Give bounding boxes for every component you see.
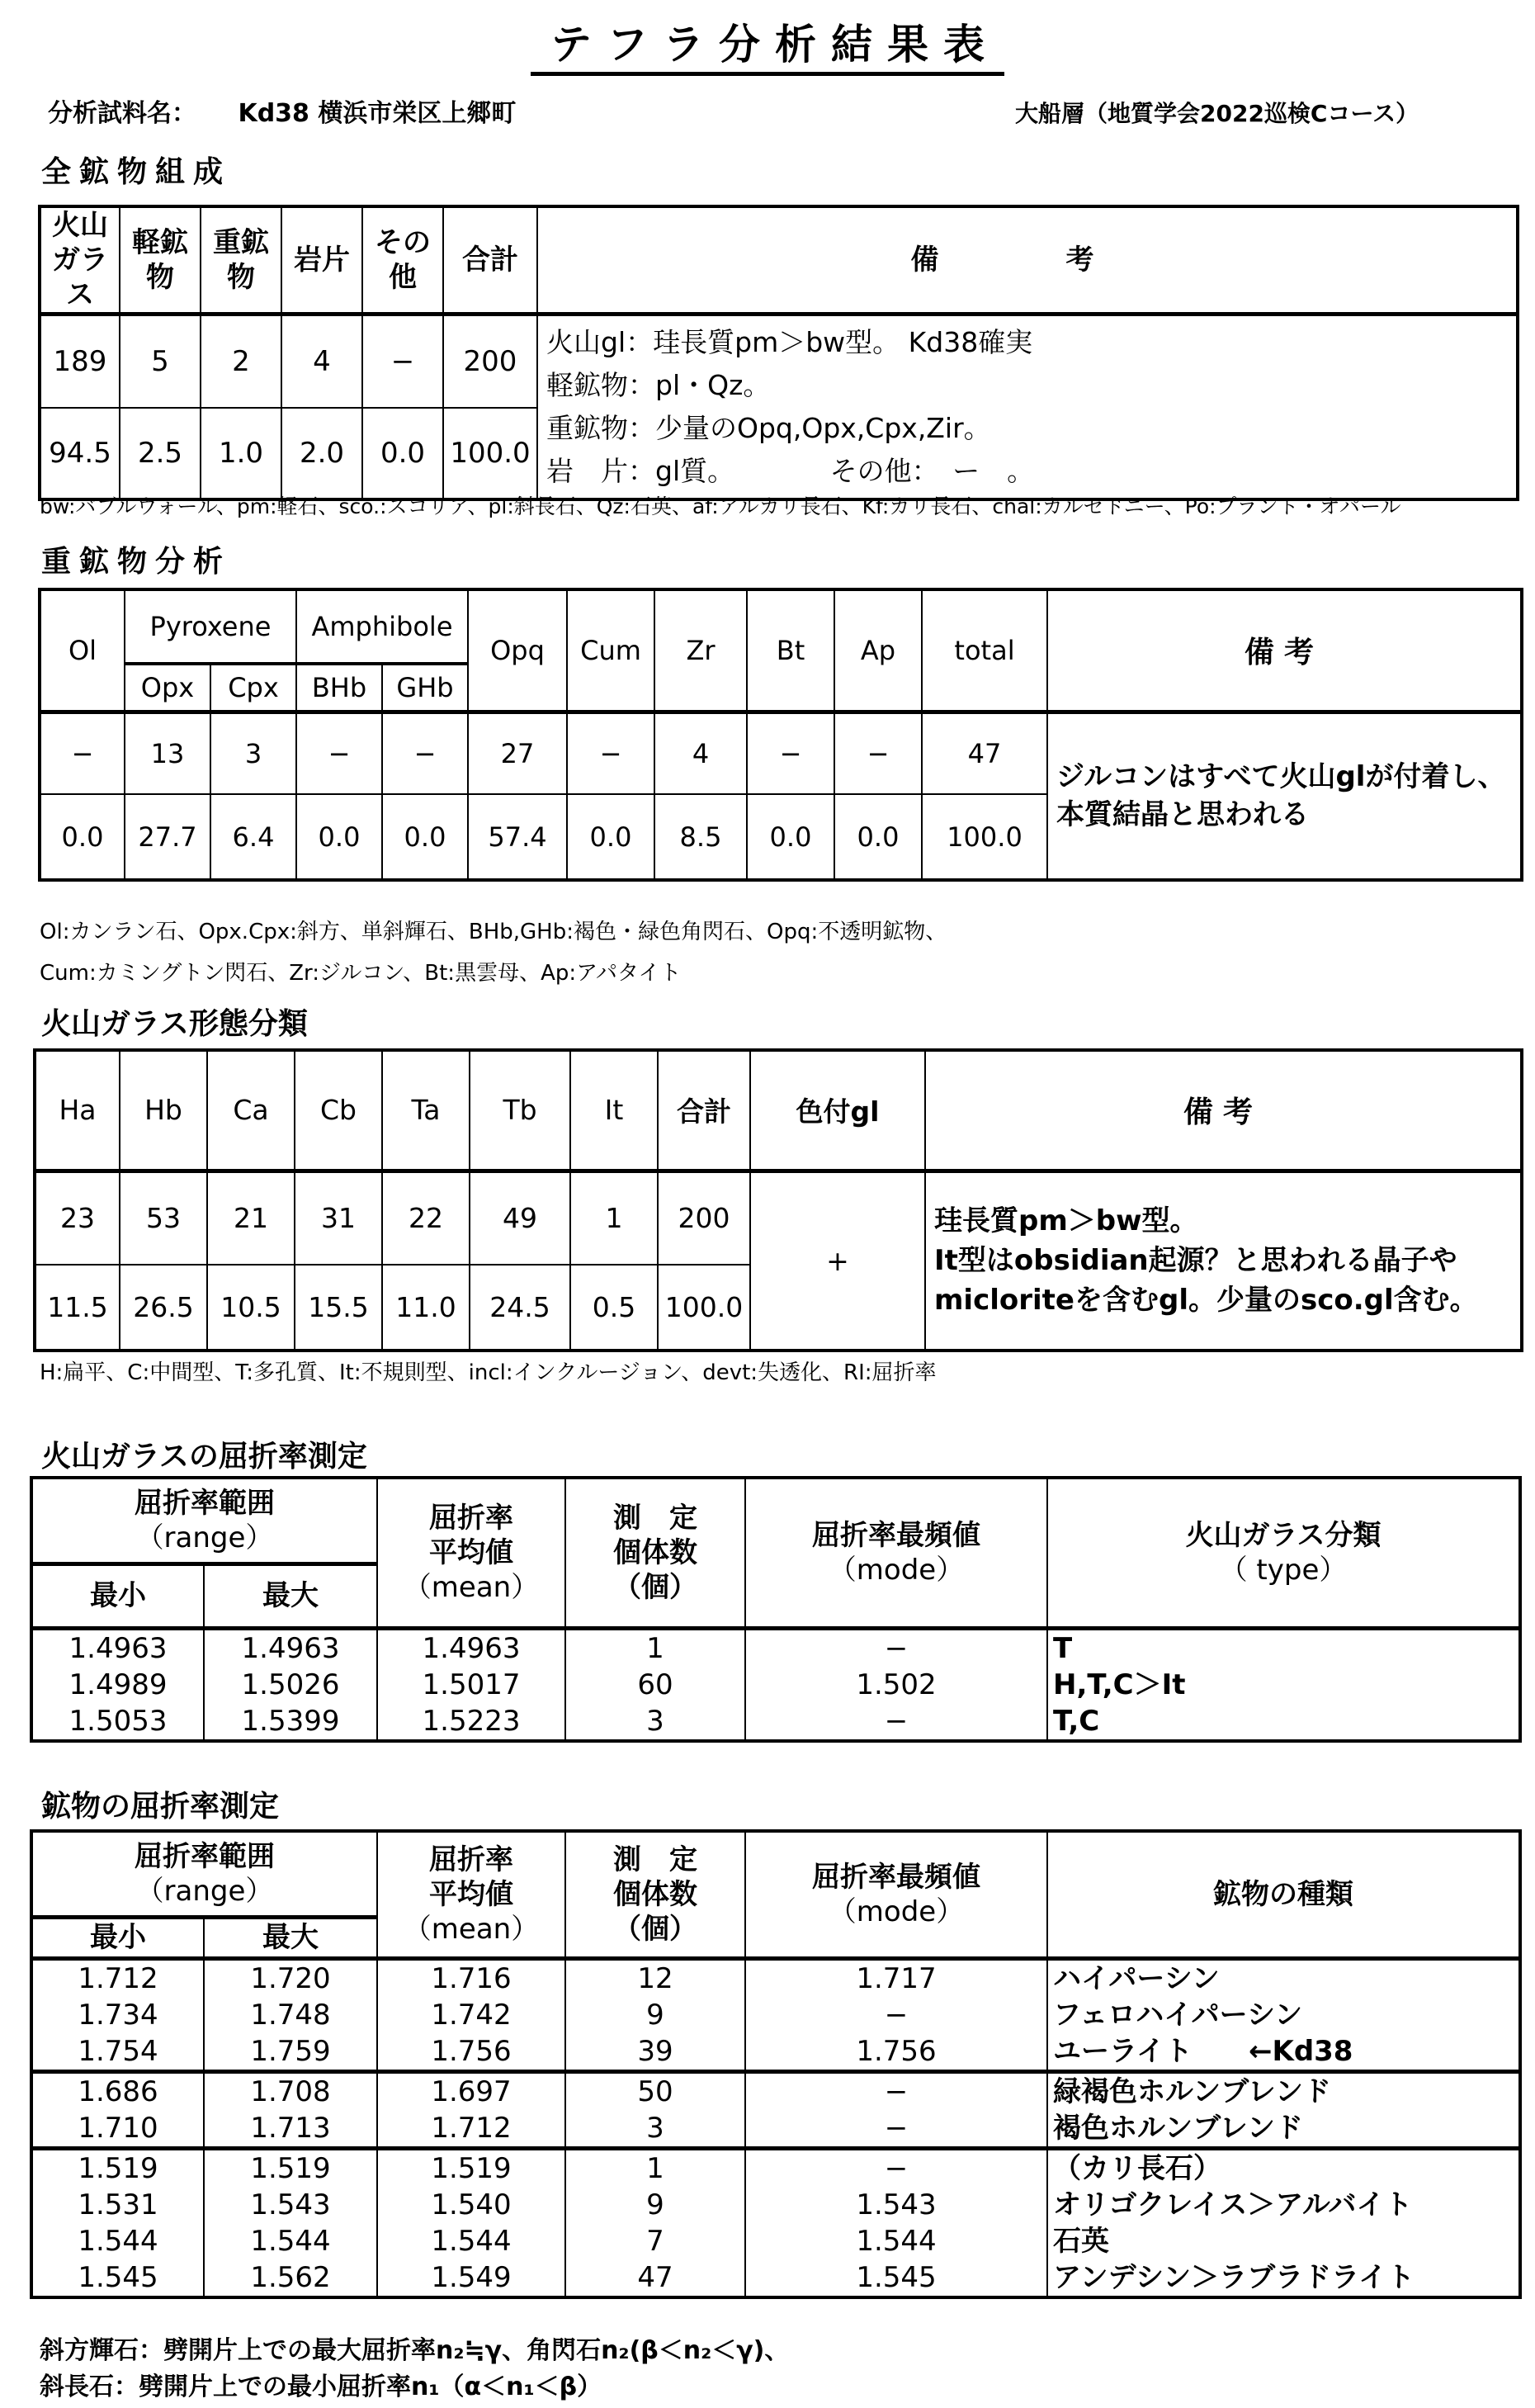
- remark-line: micloriteを含むgl。少量のsco.gl含む。: [934, 1284, 1478, 1318]
- header-mode-en: （mode）: [828, 1553, 965, 1587]
- cell-n: 47: [565, 2259, 745, 2297]
- cell-max: 1.4963: [204, 1628, 377, 1667]
- remark-line: 岩 片：gl質。 その他： ー 。: [546, 455, 1035, 487]
- table-row: [31, 2259, 1520, 2297]
- cell-n: 7: [565, 2223, 745, 2259]
- cell-type: 緑褐色ホルンブレンド: [1047, 2071, 1520, 2110]
- cell-mean: 1.697: [377, 2071, 565, 2110]
- header-mean: [377, 1478, 565, 1628]
- cell: 0.0: [834, 794, 922, 880]
- cell-n: 12: [565, 1958, 745, 1997]
- cell: 22: [382, 1171, 470, 1265]
- header-heavy-mineral: 重鉱物: [201, 206, 281, 315]
- header-remarks: 備考: [1047, 589, 1522, 712]
- header-max: 最大: [204, 1917, 377, 1958]
- cell: 0.0: [567, 794, 654, 880]
- cell-n: 3: [565, 2110, 745, 2149]
- header-hb: Hb: [120, 1050, 207, 1171]
- cell-type: T,C: [1047, 1703, 1520, 1741]
- cell: 13: [125, 712, 210, 794]
- table-row: [40, 712, 1522, 794]
- header-ol: Ol: [40, 589, 125, 712]
- cell-mode: −: [745, 2148, 1047, 2187]
- cell: 0.5: [570, 1265, 658, 1351]
- header-remarks: 備 考: [537, 206, 1518, 315]
- cell-max: 1.519: [204, 2148, 377, 2187]
- cell: 57.4: [468, 794, 567, 880]
- cell-mode: −: [745, 2110, 1047, 2149]
- cell: 100.0: [922, 794, 1047, 880]
- header-count: [565, 1831, 745, 1958]
- cell: 47: [922, 712, 1047, 794]
- cell: 0.0: [747, 794, 834, 880]
- remark-line: It型はobsidian起源？と思われる晶子や: [934, 1244, 1457, 1278]
- cell-n: 3: [565, 1703, 745, 1741]
- cell: −: [382, 712, 468, 794]
- cell-mean: 1.5017: [377, 1667, 565, 1703]
- table-row: [40, 315, 1518, 408]
- header-count-line1: 測 定: [613, 1501, 697, 1535]
- remarks-cell: ジルコンはすべて火山glが付着し、本質結晶と思われる: [1047, 712, 1522, 880]
- cell-max: 1.543: [204, 2187, 377, 2223]
- table-row: [31, 2223, 1520, 2259]
- header-count-line3: （個）: [613, 1912, 697, 1946]
- cell-type: フェロハイパーシン: [1047, 1997, 1520, 2033]
- remark-line: 重鉱物：少量のOpq,Opx,Cpx,Zir。: [546, 412, 991, 444]
- table-row: [31, 2148, 1520, 2187]
- cell-min: 1.712: [31, 1958, 204, 1997]
- cell-mean: 1.540: [377, 2187, 565, 2223]
- cell-mode: −: [745, 1628, 1047, 1667]
- cell: 2.5: [120, 408, 201, 499]
- header-other: その他: [362, 206, 443, 315]
- cell-min: 1.5053: [31, 1703, 204, 1741]
- header-mean-line2: 平均値: [429, 1877, 513, 1911]
- header-type: [1047, 1478, 1520, 1628]
- header-mean: [377, 1831, 565, 1958]
- header-mode: [745, 1478, 1047, 1628]
- cell-mean: 1.4963: [377, 1628, 565, 1667]
- header-opx: Opx: [125, 664, 210, 712]
- page-title: [0, 12, 1535, 71]
- cell-max: 1.748: [204, 1997, 377, 2033]
- cell-mean: 1.519: [377, 2148, 565, 2187]
- header-type: 鉱物の種類: [1047, 1831, 1520, 1958]
- header-mean-line1: 屈折率: [429, 1843, 513, 1876]
- cell: 27.7: [125, 794, 210, 880]
- cell-n: 9: [565, 2187, 745, 2223]
- cell: 0.0: [362, 408, 443, 499]
- header-mode-label: 屈折率最頻値: [812, 1518, 980, 1552]
- cell: 100.0: [443, 408, 537, 499]
- cell: 6.4: [210, 794, 296, 880]
- cell-type: ユーライト ←Kd38: [1047, 2033, 1520, 2072]
- cell-mode: 1.756: [745, 2033, 1047, 2072]
- section-heading-heavy-mineral: 重鉱物分析: [41, 545, 232, 579]
- cell-max: 1.713: [204, 2110, 377, 2149]
- header-count-line2: 個体数: [613, 1877, 697, 1911]
- header-tb: Tb: [470, 1050, 570, 1171]
- sample-label: 分析試料名：: [48, 99, 196, 128]
- cell-type: （カリ長石）: [1047, 2148, 1520, 2187]
- header-zr: Zr: [654, 589, 747, 712]
- cell-mean: 1.712: [377, 2110, 565, 2149]
- cell-n: 1: [565, 1628, 745, 1667]
- cell-mean: 1.716: [377, 1958, 565, 1997]
- cell-n: 9: [565, 1997, 745, 2033]
- cell: 1: [570, 1171, 658, 1265]
- cell-mode: 1.545: [745, 2259, 1047, 2297]
- glass-shape-table: [33, 1048, 1523, 1352]
- header-opq: Opq: [468, 589, 567, 712]
- header-mode-label: 屈折率最頻値: [812, 1860, 980, 1894]
- cell-max: 1.5399: [204, 1703, 377, 1741]
- cell: 8.5: [654, 794, 747, 880]
- section-heading-whole-mineral: 全鉱物組成: [41, 155, 232, 189]
- remarks-cell: [925, 1171, 1522, 1351]
- table-row: [31, 2071, 1520, 2110]
- legend-heavy-mineral-1: Ol:カンラン石、Opx.Cpx:斜方、単斜輝石、BHb,GHb:褐色・緑色角閃石、Opq:不透明鉱物、: [40, 920, 947, 944]
- remark-line: 火山gl：珪長質pm＞bw型。 Kd38確実: [546, 326, 1033, 358]
- cell-min: 1.734: [31, 1997, 204, 2033]
- header-amphibole: Amphibole: [296, 589, 468, 664]
- cell: 53: [120, 1171, 207, 1265]
- sample-name: Kd38 横浜市栄区上郷町: [238, 99, 517, 128]
- cell: 31: [295, 1171, 382, 1265]
- table-row: [31, 1628, 1520, 1667]
- cell-min: 1.545: [31, 2259, 204, 2297]
- cell-type: オリゴクレイス＞アルバイト: [1047, 2187, 1520, 2223]
- colored-gl-cell: +: [750, 1171, 925, 1351]
- header-ha: Ha: [35, 1050, 120, 1171]
- cell-type: H,T,C＞It: [1047, 1667, 1520, 1703]
- header-min: 最小: [31, 1917, 204, 1958]
- cell-mode: 1.543: [745, 2187, 1047, 2223]
- cell-type: ハイパーシン: [1047, 1958, 1520, 1997]
- cell-n: 1: [565, 2148, 745, 2187]
- table-header-row: [40, 589, 1522, 664]
- cell-max: 1.562: [204, 2259, 377, 2297]
- table-header-row: [40, 206, 1518, 315]
- legend-whole-mineral: bw:バブルウォール、pm:軽石、sco.:スコリア、pl:斜長石、Qz:石英、af:アルカリ長石、Kf:カリ長石、chal:カルセドニー、Po:プラント・オパール: [40, 494, 1401, 518]
- section-heading-glass-ri: 火山ガラスの屈折率測定: [41, 1440, 367, 1474]
- cell: 26.5: [120, 1265, 207, 1351]
- cell: 100.0: [658, 1265, 750, 1351]
- cell: 1.0: [201, 408, 281, 499]
- cell-min: 1.754: [31, 2033, 204, 2072]
- header-light-mineral: 軽鉱物: [120, 206, 201, 315]
- cell-mode: −: [745, 1997, 1047, 2033]
- cell-type: 石英: [1047, 2223, 1520, 2259]
- cell-min: 1.544: [31, 2223, 204, 2259]
- cell: 11.5: [35, 1265, 120, 1351]
- cell-min: 1.4989: [31, 1667, 204, 1703]
- cell-max: 1.708: [204, 2071, 377, 2110]
- table-row: [35, 1171, 1522, 1265]
- header-ghb: GHb: [382, 664, 468, 712]
- heavy-mineral-table: [38, 588, 1523, 882]
- header-max: 最大: [204, 1564, 377, 1628]
- cell-n: 50: [565, 2071, 745, 2110]
- header-range-label: 屈折率範囲: [135, 1486, 275, 1520]
- cell-mode: 1.502: [745, 1667, 1047, 1703]
- cell-min: 1.519: [31, 2148, 204, 2187]
- glass-ri-body: [31, 1628, 1520, 1741]
- cell-type: 褐色ホルンブレンド: [1047, 2110, 1520, 2149]
- legend-heavy-mineral-2: Cum:カミングトン閃石、Zr:ジルコン、Bt:黒雲母、Ap:アパタイト: [40, 961, 682, 986]
- section-heading-mineral-ri: 鉱物の屈折率測定: [41, 1790, 280, 1824]
- header-range: [31, 1478, 377, 1564]
- table-row: [31, 1997, 1520, 2033]
- cell-mode: 1.544: [745, 2223, 1047, 2259]
- header-pyroxene: Pyroxene: [125, 589, 296, 664]
- cell-type: アンデシン＞ラブラドライト: [1047, 2259, 1520, 2297]
- header-range-label: 屈折率範囲: [135, 1839, 275, 1873]
- header-range-en: （range）: [135, 1521, 274, 1554]
- table-header-row: [35, 1050, 1522, 1171]
- table-row: [31, 2110, 1520, 2149]
- cell-mode: −: [745, 2071, 1047, 2110]
- header-total: 合計: [658, 1050, 750, 1171]
- note-cleavage-2: 斜長石：劈開片上での最小屈折率n₁（α＜n₁＜β）: [40, 2373, 602, 2401]
- note-cleavage-1: 斜方輝石：劈開片上での最大屈折率n₂≒γ、角閃石n₂(β＜n₂＜γ)、: [40, 2336, 790, 2365]
- header-mean-line2: 平均値: [429, 1535, 513, 1569]
- cell-max: 1.544: [204, 2223, 377, 2259]
- header-ca: Ca: [207, 1050, 295, 1171]
- remarks-cell: [537, 315, 1518, 500]
- header-total: total: [922, 589, 1047, 712]
- header-mode: [745, 1831, 1047, 1958]
- cell-mean: 1.756: [377, 2033, 565, 2072]
- header-remarks: 備考: [925, 1050, 1522, 1171]
- header-type-en: （ type）: [1219, 1553, 1348, 1587]
- cell: 0.0: [40, 794, 125, 880]
- header-range-en: （range）: [135, 1874, 274, 1908]
- sample-info: [48, 92, 516, 129]
- cell: −: [834, 712, 922, 794]
- header-colored-gl: 色付gl: [750, 1050, 925, 1171]
- cell-min: 1.531: [31, 2187, 204, 2223]
- legend-glass-shape: H:扁平、C:中間型、T:多孔質、It:不規則型、incl:インクルージョン、devt:失透化、RI:屈折率: [40, 1360, 937, 1385]
- cell: 15.5: [295, 1265, 382, 1351]
- cell-max: 1.720: [204, 1958, 377, 1997]
- cell: 2: [201, 315, 281, 408]
- cell-max: 1.5026: [204, 1667, 377, 1703]
- mineral-ri-table: [30, 1829, 1522, 2299]
- cell: 200: [658, 1171, 750, 1265]
- cell: 5: [120, 315, 201, 408]
- cell: 24.5: [470, 1265, 570, 1351]
- header-volcanic-glass: 火山ガラス: [40, 206, 120, 315]
- header-rock-fragment: 岩片: [281, 206, 362, 315]
- header-count: [565, 1478, 745, 1628]
- header-ta: Ta: [382, 1050, 470, 1171]
- table-row: [31, 1667, 1520, 1703]
- header-mean-line1: 屈折率: [429, 1501, 513, 1535]
- cell-mean: 1.544: [377, 2223, 565, 2259]
- cell: 2.0: [281, 408, 362, 499]
- cell-mode: −: [745, 1703, 1047, 1741]
- header-range: [31, 1831, 377, 1917]
- mineral-ri-body: [31, 1958, 1520, 2297]
- header-mode-en: （mode）: [828, 1895, 965, 1928]
- cell-mean: 1.5223: [377, 1703, 565, 1741]
- header-cb: Cb: [295, 1050, 382, 1171]
- cell-mean: 1.742: [377, 1997, 565, 2033]
- cell: 27: [468, 712, 567, 794]
- table-row: [31, 2033, 1520, 2072]
- cell: 189: [40, 315, 120, 408]
- cell-n: 60: [565, 1667, 745, 1703]
- header-count-line3: （個）: [613, 1570, 697, 1604]
- remark-line: 珪長質pm＞bw型。: [934, 1204, 1198, 1238]
- section-heading-glass-shape: 火山ガラス形態分類: [41, 1007, 308, 1041]
- cell-min: 1.710: [31, 2110, 204, 2149]
- cell-mode: 1.717: [745, 1958, 1047, 1997]
- header-count-line1: 測 定: [613, 1843, 697, 1876]
- formation-name: 大船層（地質学会2022巡検Cコース）: [1015, 100, 1419, 127]
- header-total: 合計: [443, 206, 537, 315]
- table-header-row: [31, 1478, 1520, 1564]
- cell: 4: [654, 712, 747, 794]
- whole-mineral-table: [38, 205, 1519, 501]
- header-cpx: Cpx: [210, 664, 296, 712]
- table-row: [31, 1703, 1520, 1741]
- table-row: [31, 1958, 1520, 1997]
- header-it: It: [570, 1050, 658, 1171]
- cell: 49: [470, 1171, 570, 1265]
- cell: 23: [35, 1171, 120, 1265]
- cell: 21: [207, 1171, 295, 1265]
- cell: 0.0: [382, 794, 468, 880]
- cell: −: [362, 315, 443, 408]
- cell-mean: 1.549: [377, 2259, 565, 2297]
- cell: −: [40, 712, 125, 794]
- header-ap: Ap: [834, 589, 922, 712]
- cell: −: [296, 712, 382, 794]
- cell: 11.0: [382, 1265, 470, 1351]
- cell-max: 1.759: [204, 2033, 377, 2072]
- header-min: 最小: [31, 1564, 204, 1628]
- remark-line: 軽鉱物：pl・Qz。: [546, 369, 771, 401]
- cell: −: [747, 712, 834, 794]
- header-type-label: 火山ガラス分類: [1185, 1518, 1382, 1552]
- header-mean-en: （mean）: [403, 1570, 540, 1604]
- cell-min: 1.686: [31, 2071, 204, 2110]
- header-count-line2: 個体数: [613, 1535, 697, 1569]
- cell: 0.0: [296, 794, 382, 880]
- table-row: [31, 2187, 1520, 2223]
- table-header-row: [31, 1831, 1520, 1917]
- header-bhb: BHb: [296, 664, 382, 712]
- cell: 3: [210, 712, 296, 794]
- page-title-text: テフラ分析結果表: [531, 21, 1004, 76]
- header-cum: Cum: [567, 589, 654, 712]
- cell: 4: [281, 315, 362, 408]
- cell: 94.5: [40, 408, 120, 499]
- cell: 10.5: [207, 1265, 295, 1351]
- cell-min: 1.4963: [31, 1628, 204, 1667]
- header-bt: Bt: [747, 589, 834, 712]
- cell: 200: [443, 315, 537, 408]
- cell: −: [567, 712, 654, 794]
- header-mean-en: （mean）: [403, 1912, 540, 1946]
- glass-ri-table: [30, 1476, 1522, 1743]
- cell-type: T: [1047, 1628, 1520, 1667]
- cell-n: 39: [565, 2033, 745, 2072]
